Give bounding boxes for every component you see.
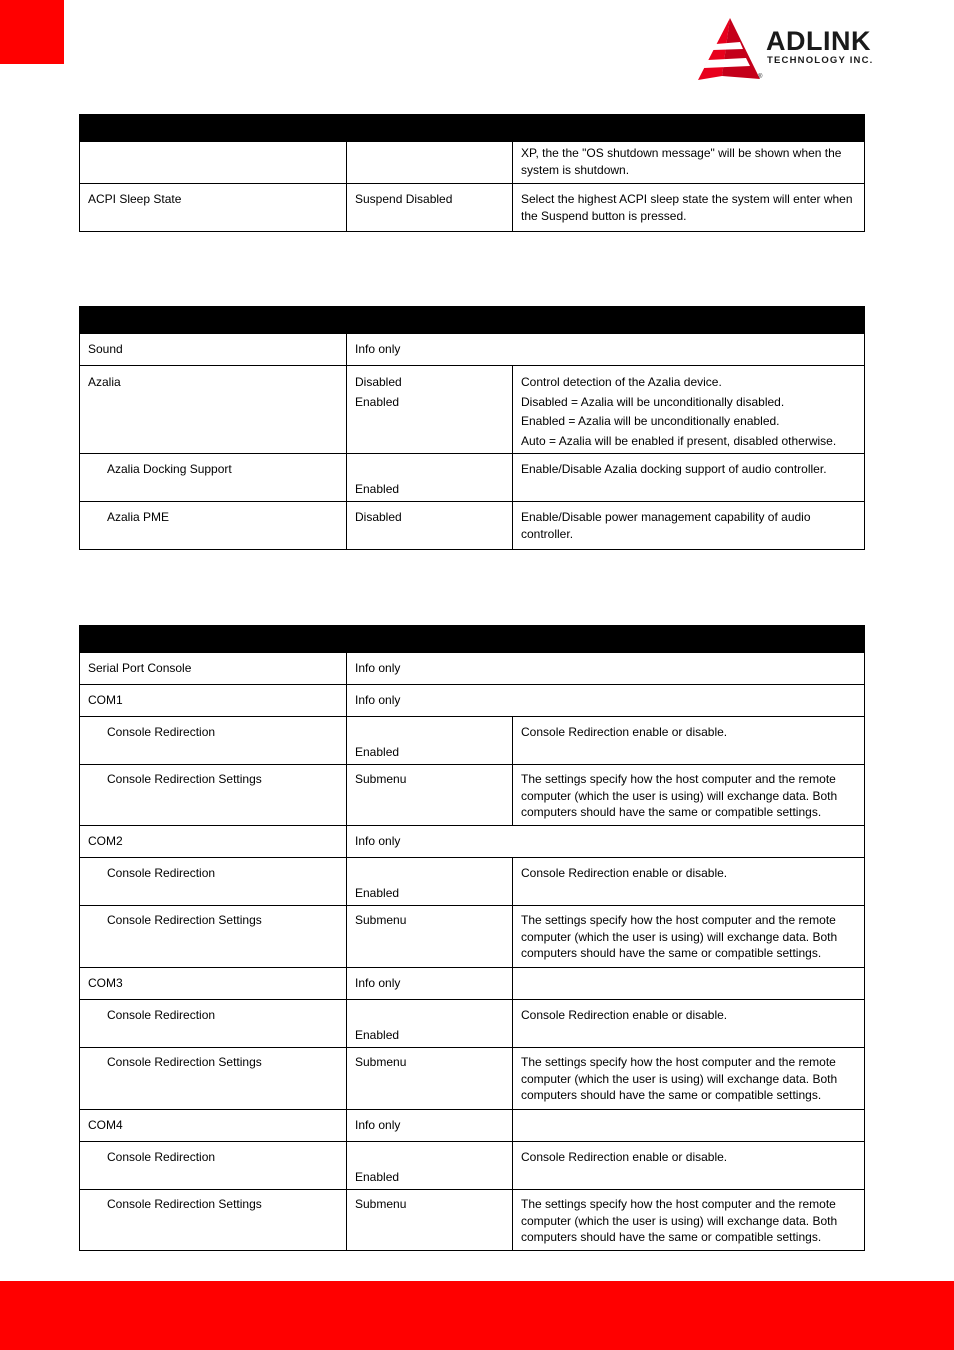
table-row	[80, 826, 865, 858]
table-row	[80, 454, 865, 502]
description-line: Disabled = Azalia will be unconditionally disabled.	[521, 394, 785, 409]
description-cell: Console Redirection enable or disable.	[513, 717, 865, 765]
description-cell: Console Redirection enable or disable.	[513, 858, 865, 906]
option-value	[355, 1007, 504, 1024]
item-cell	[80, 142, 347, 184]
value-cell: Info only	[347, 1110, 513, 1142]
item-cell: Console Redirection	[80, 1000, 347, 1048]
item-cell: COM2	[80, 826, 347, 858]
item-cell: ACPI Sleep State	[80, 184, 347, 232]
option-cell	[347, 366, 513, 454]
description-cell: The settings specify how the host computer and the remote computer (which the user is using) will exchange data. Both computers should have the same or compatible settings.	[513, 1190, 865, 1251]
option-cell	[347, 858, 513, 906]
empty-cell	[513, 1110, 865, 1142]
table-header-bar	[80, 115, 865, 142]
option-cell: Submenu	[347, 906, 513, 968]
footer-bar	[0, 1281, 954, 1350]
option-cell: Submenu	[347, 765, 513, 826]
item-cell: Console Redirection Settings	[80, 906, 347, 968]
table-row	[80, 968, 865, 1000]
item-cell: Console Redirection Settings	[80, 1190, 347, 1251]
corner-tab	[0, 0, 64, 64]
item-cell: Azalia Docking Support	[80, 454, 347, 502]
option-cell	[347, 1000, 513, 1048]
option-cell	[347, 1142, 513, 1190]
option-cell	[347, 142, 513, 184]
table-row	[80, 334, 865, 366]
value-cell: Info only	[347, 826, 865, 858]
description-line: Control detection of the Azalia device.	[521, 375, 722, 389]
logo-wordmark: ADLINK	[766, 26, 871, 56]
table-row	[80, 717, 865, 765]
sound-settings-table	[79, 306, 865, 550]
option-value	[355, 865, 504, 882]
option-value	[355, 1149, 504, 1166]
option-value: Enabled	[355, 1027, 400, 1042]
empty-cell	[513, 968, 865, 1000]
item-cell: Azalia	[80, 366, 347, 454]
table-row	[80, 1048, 865, 1110]
description-cell: Select the highest ACPI sleep state the system will enter when the Suspend button is pressed.	[513, 184, 865, 232]
description-line: Auto = Azalia will be enabled if present, disabled otherwise.	[521, 433, 837, 448]
serial-console-table	[79, 625, 865, 1251]
table-row	[80, 142, 865, 184]
table-row	[80, 685, 865, 717]
pyramid-icon	[694, 16, 763, 84]
description-cell: XP, the the "OS shutdown message" will be shown when the system is shutdown.	[513, 142, 865, 184]
description-cell: Enable/Disable power management capability of audio controller.	[513, 502, 865, 550]
option-value: Enabled	[355, 885, 400, 900]
value-cell: Info only	[347, 653, 865, 685]
table-header-bar	[80, 307, 865, 334]
adlink-logo	[694, 16, 910, 86]
table-header-bar	[80, 626, 865, 653]
option-value: Enabled	[355, 744, 400, 759]
option-cell: Suspend Disabled	[347, 184, 513, 232]
table-row	[80, 366, 865, 454]
table-row	[80, 184, 865, 232]
option-value	[355, 724, 504, 741]
description-line: Enabled = Azalia will be unconditionally enabled.	[521, 414, 780, 428]
description-cell: Console Redirection enable or disable.	[513, 1000, 865, 1048]
item-cell: COM3	[80, 968, 347, 1000]
option-value: Enabled	[355, 1169, 400, 1184]
option-cell	[347, 454, 513, 502]
item-cell: Azalia PME	[80, 502, 347, 550]
description-cell: The settings specify how the host computer and the remote computer (which the user is using) will exchange data. Both computers should have the same or compatible settings.	[513, 765, 865, 826]
item-cell: Console Redirection	[80, 858, 347, 906]
option-cell: Submenu	[347, 1190, 513, 1251]
option-cell: Disabled	[347, 502, 513, 550]
item-cell: COM4	[80, 1110, 347, 1142]
option-value: Disabled	[355, 375, 402, 389]
option-cell: Submenu	[347, 1048, 513, 1110]
value-cell: Info only	[347, 685, 865, 717]
option-cell	[347, 717, 513, 765]
description-cell	[513, 366, 865, 454]
description-cell: Console Redirection enable or disable.	[513, 1142, 865, 1190]
value-cell: Info only	[347, 334, 865, 366]
table-row	[80, 765, 865, 826]
table-row	[80, 906, 865, 968]
table-row	[80, 858, 865, 906]
table-row	[80, 1142, 865, 1190]
item-cell: Console Redirection Settings	[80, 1048, 347, 1110]
description-cell: The settings specify how the host computer and the remote computer (which the user is using) will exchange data. Both computers should have the same or compatible settings.	[513, 1048, 865, 1110]
item-cell: Console Redirection	[80, 717, 347, 765]
item-cell: Sound	[80, 334, 347, 366]
description-cell: The settings specify how the host computer and the remote computer (which the user is using) will exchange data. Both computers should have the same or compatible settings.	[513, 906, 865, 968]
table-row	[80, 653, 865, 685]
item-cell: COM1	[80, 685, 347, 717]
table-row	[80, 1000, 865, 1048]
item-cell: Serial Port Console	[80, 653, 347, 685]
table-row	[80, 502, 865, 550]
option-value: Enabled	[355, 481, 400, 496]
logo-registered-mark: ®	[758, 74, 763, 80]
option-value: Enabled	[355, 394, 400, 409]
value-cell: Info only	[347, 968, 513, 1000]
option-value	[355, 461, 504, 478]
item-cell: Console Redirection Settings	[80, 765, 347, 826]
table-row	[80, 1190, 865, 1251]
logo-tagline: TECHNOLOGY INC.	[767, 55, 874, 66]
acpi-settings-table	[79, 114, 865, 232]
item-cell: Console Redirection	[80, 1142, 347, 1190]
table-row	[80, 1110, 865, 1142]
description-cell: Enable/Disable Azalia docking support of audio controller.	[513, 454, 865, 502]
